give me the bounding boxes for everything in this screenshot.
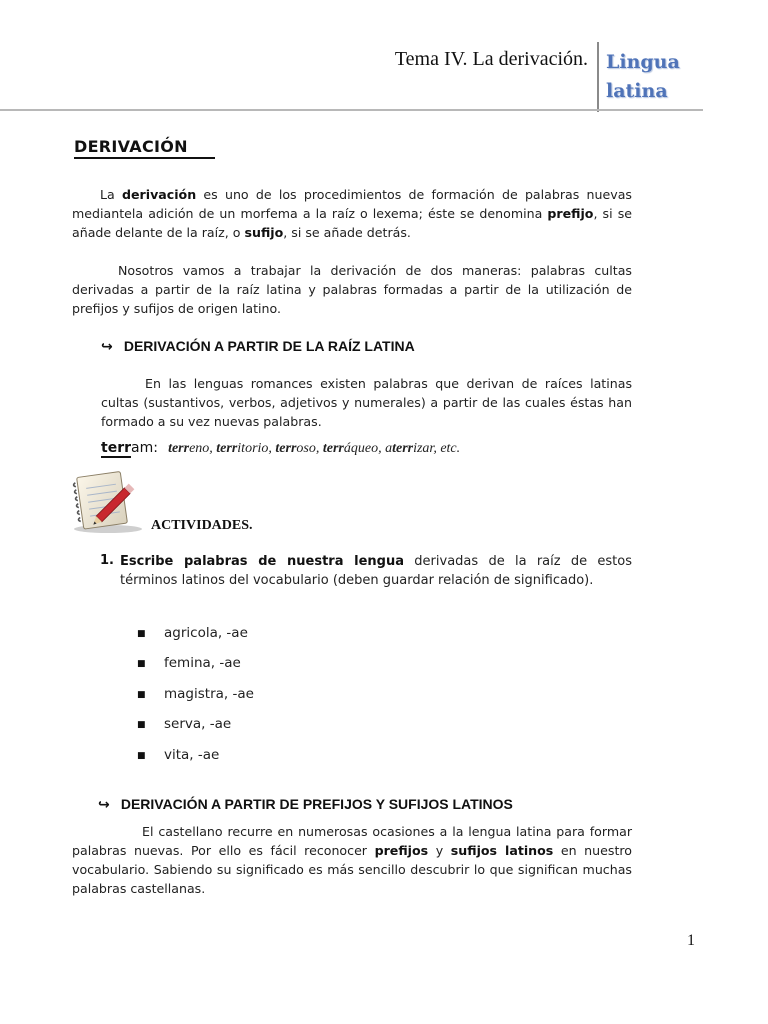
intro-paragraph-2: Nosotros vamos a trabajar la derivación de dos maneras: palabras cultas derivadas a partir de la raíz latina y palabras formadas a partir de la utilización de prefijos y sufijos de origen latino. [72,263,632,316]
arrow-right-icon: ↪ [101,339,113,355]
arrow-right-icon: ↪ [98,797,110,813]
section2-heading [98,794,513,813]
section1-title: DERIVACIÓN A PARTIR DE LA RAÍZ LATINA [123,338,415,354]
example-word: terráqueo [322,441,379,456]
subject-label [606,48,706,106]
activities-title: ACTIVIDADES. [151,518,253,533]
main-heading-underline [74,157,215,159]
example-word: aterrizar [385,441,434,456]
example-root-ending: am: [131,440,158,456]
bullet-marker: ■ [137,690,146,700]
section2-title: DERIVACIÓN A PARTIR DE PREFIJOS Y SUFIJOS LATINOS [120,796,513,812]
section1-heading [101,336,415,355]
bullet-marker: ■ [137,629,146,639]
main-heading: DERIVACIÓN [74,137,188,156]
document-title: Tema IV. La derivación. [394,48,588,70]
notebook-pencil-icon [70,466,146,534]
page-number: 1 [687,932,695,949]
question-number: 1. [100,553,114,568]
bold-term: derivación [121,187,197,202]
list-item: serva, -ae [164,716,232,732]
subject-label-line2: latina [606,80,668,102]
subject-label-line1: Lingua [606,51,680,73]
bullet-marker: ■ [137,720,146,730]
example-word: terreno [168,441,210,456]
bold-term: prefijos [374,843,429,858]
question-text [120,553,632,590]
bold-term: sufijos latinos [450,843,554,858]
question-rest: derivadas de la raíz de estos términos latinos del vocabulario (deben guardar relación de significado). [120,554,632,588]
example-words: terreno, territorio, terroso, terráqueo, aterrizar, etc. [168,441,461,456]
header-divider [597,42,599,112]
bold-term: sufijo [244,225,284,240]
question-bold: Escribe palabras de nuestra lengua [120,554,405,569]
list-item: femina, -ae [164,655,241,671]
example-line [101,440,460,457]
list-item: magistra, -ae [164,686,254,702]
intro-paragraph-1: La derivación es uno de los procedimientos de formación de palabras nuevas mediantela adición de un morfema a la raíz o lexema; éste se denomina prefijo, si se añade delante de la raíz, o sufijo, si se añade detrás. [72,187,632,240]
bullet-marker: ■ [137,751,146,761]
example-root: terr [101,440,131,456]
example-word: territorio [216,441,269,456]
bullet-marker: ■ [137,659,146,669]
list-item: agricola, -ae [164,625,248,641]
example-tail: etc. [440,441,461,456]
header-rule [0,109,703,111]
section1-paragraph: En las lenguas romances existen palabras que derivan de raíces latinas cultas (sustantivos, verbos, adjetivos y numerales) a partir de las cuales éstas han formado a su vez nuevas palabras. [101,376,632,429]
bold-term: prefijo [547,206,594,221]
example-word: terroso [275,441,316,456]
section2-paragraph: El castellano recurre en numerosas ocasiones a la lengua latina para formar palabras nuevas. Por ello es fácil reconocer prefijos y sufijos latinos en nuestro vocabulario. Sabiendo su significado es más sencillo descubrir lo que significan muchas palabras castellanas. [72,824,632,896]
list-item: vita, -ae [164,747,220,763]
